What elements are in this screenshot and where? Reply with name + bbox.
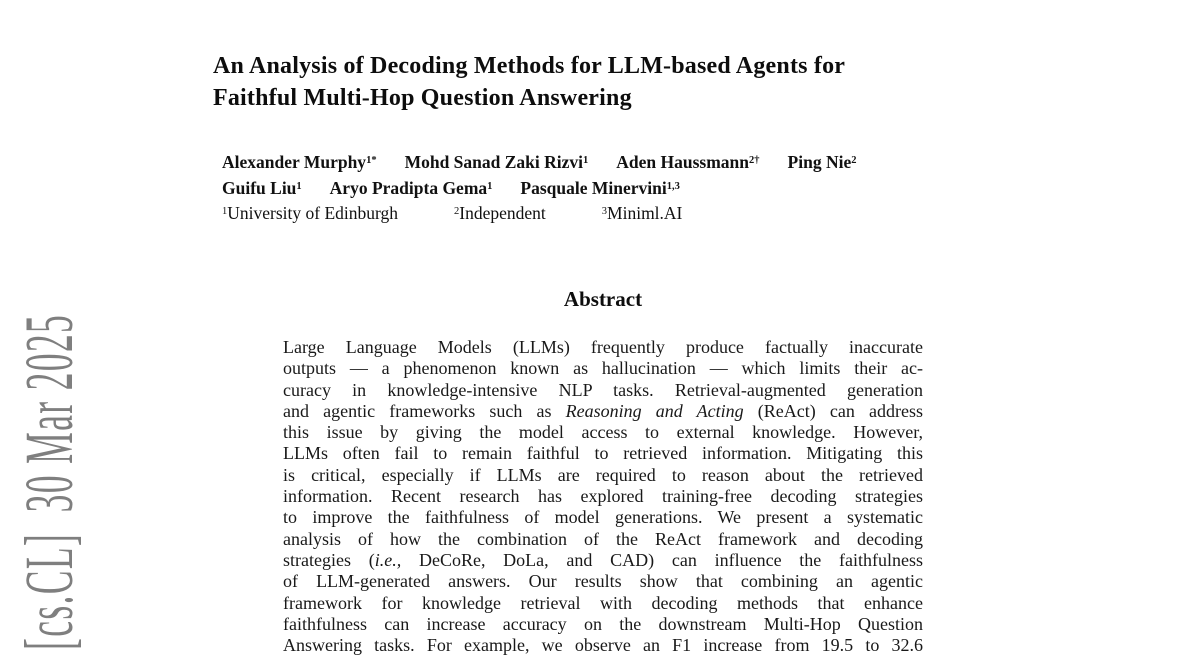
paper-title xyxy=(213,50,845,114)
arxiv-category-banner: [cs.CL] 30 Mar 2025 xyxy=(9,313,88,650)
abstract-line: faithfulness can increase accuracy on the downstream Multi-Hop Question xyxy=(283,613,923,634)
abstract-line: of LLM-generated answers. Our results show that combining an agentic xyxy=(283,571,923,592)
abstract-body xyxy=(283,337,923,656)
abstract-line: strategies (i.e., DeCoRe, DoLa, and CAD) can influence the faithfulness xyxy=(283,549,923,570)
author-row-1 xyxy=(222,150,856,176)
affiliation: $^3$Miniml.AI xyxy=(601,203,683,223)
author-affiliation-marker: 1* xyxy=(366,155,377,167)
abstract-line: analysis of how the combination of the ReAct framework and decoding xyxy=(283,528,923,549)
abstract-line: this issue by giving the model access to external knowledge. However, xyxy=(283,422,923,443)
abstract-heading: Abstract xyxy=(563,287,643,311)
author-affiliation-marker: 2† xyxy=(749,155,760,167)
author-affiliation-marker: 1 xyxy=(487,180,493,192)
author-name: Mohd Sanad Zaki Rizvi$^1$ xyxy=(404,152,589,172)
author-block xyxy=(222,150,856,227)
paper-title-line2: Faithful Multi-Hop Question Answering xyxy=(213,85,632,111)
author-name: Alexander Murphy$^{1*}$ xyxy=(222,152,377,172)
abstract-line: curacy in knowledge-intensive NLP tasks. Retrieval-augmented generation xyxy=(283,379,923,400)
paper-title-line1: An Analysis of Decoding Methods for LLM-based Agents for xyxy=(213,53,846,79)
abstract-line: and agentic frameworks such as Reasoning and Acting (ReAct) can address xyxy=(283,400,923,421)
author-name: Aden Haussmann$^{2\dagger}$ xyxy=(616,152,760,172)
abstract-line: Large Language Models (LLMs) frequently produce factually inaccurate xyxy=(283,337,923,357)
affiliation: $^2$Independent xyxy=(454,203,546,223)
author-row-2 xyxy=(222,176,856,202)
author-affiliation-marker: 1,3 xyxy=(666,180,680,192)
author-name: Ping Nie$^2$ xyxy=(787,152,857,172)
author-affiliation-marker: 1 xyxy=(296,180,302,192)
affiliation-marker: 3 xyxy=(601,206,608,218)
abstract-line: information. Recent research has explored training-free decoding strategies xyxy=(283,486,923,507)
author-name: Aryo Pradipta Gema$^1$ xyxy=(329,177,493,198)
affiliation-marker: 1 xyxy=(222,206,228,218)
italic-phrase: Reasoning and Acting xyxy=(565,400,744,421)
affiliation: $^1$University of Edinburgh xyxy=(222,203,399,223)
abstract-line: is critical, especially if LLMs are required to reason about the retrieved xyxy=(283,464,923,485)
abstract-line: framework for knowledge retrieval with decoding methods that enhance xyxy=(283,592,923,613)
affiliation-marker: 2 xyxy=(454,206,460,218)
author-name: Pasquale Minervini$^{1,3}$ xyxy=(520,177,680,198)
abstract-line: LLMs often fail to remain faithful to retrieved information. Mitigating this xyxy=(283,443,923,464)
abstract-line-cutoff: Answering tasks. For example, we observe an F1 increase from 19.5 to 32.6 xyxy=(283,635,923,656)
author-name: Guifu Liu$^1$ xyxy=(222,177,302,198)
author-affiliation-marker: 1 xyxy=(583,155,589,167)
abstract-line: outputs — a phenomenon known as hallucination — which limits their ac- xyxy=(283,358,923,379)
italic-phrase: i.e., xyxy=(374,549,402,570)
abstract-line: to improve the faithfulness of model generations. We present a systematic xyxy=(283,507,923,528)
affiliation-row xyxy=(222,201,856,227)
author-affiliation-marker: 2 xyxy=(851,155,857,167)
